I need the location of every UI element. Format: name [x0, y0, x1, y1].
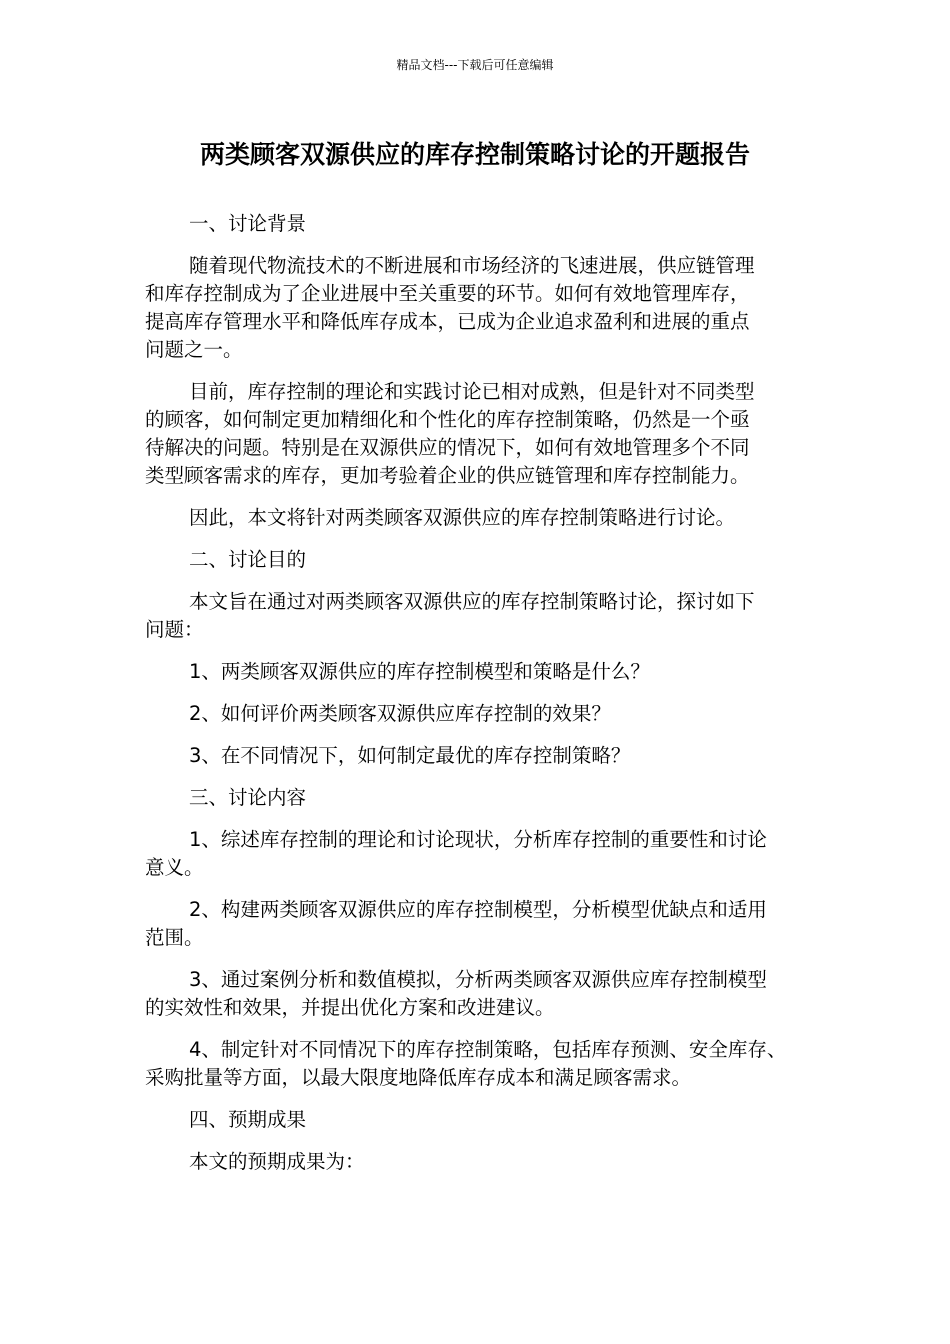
- page-header: 精品文档---下载后可任意编辑: [396, 58, 554, 72]
- document-body: [145, 210, 813, 1190]
- content-item-2: 2、构建两类顾客双源供应的库存控制模型，分析模型优缺点和适用 范围。: [145, 898, 767, 949]
- content-item-4: 4、制定针对不同情况下的库存控制策略，包括库存预测、安全库存、 采购批量等方面，以最大限度地降低库存成本和满足顾客需求。: [145, 1038, 787, 1089]
- document-title: 两类顾客双源供应的库存控制策略讨论的开题报告: [199, 140, 750, 169]
- content-item-1: 1、综述库存控制的理论和讨论现状，分析库存控制的重要性和讨论 意义。: [145, 828, 767, 879]
- paragraph-purpose-intro: 本文旨在通过对两类顾客双源供应的库存控制策略讨论，探讨如下 问题：: [145, 590, 755, 641]
- section-heading-background: 一、讨论背景: [189, 212, 307, 235]
- section-heading-outcomes: 四、预期成果: [189, 1108, 307, 1131]
- content-item-3: 3、通过案例分析和数值模拟，分析两类顾客双源供应库存控制模型 的实效性和效果，并提出优化方案和改进建议。: [145, 968, 767, 1019]
- paragraph-background-2: 目前，库存控制的理论和实践讨论已相对成熟，但是针对不同类型 的顾客，如何制定更加精细化和个性化的库存控制策略，仍然是一个亟 待解决的问题。特别是在双源供应的情况下，如何有效地管理多个不同 类型顾客需求的库存，更加考验着企业的供应链管理和库存控制能力。: [145, 380, 755, 487]
- purpose-item-1: 1、两类顾客双源供应的库存控制模型和策略是什么？: [189, 660, 650, 683]
- purpose-item-3: 3、在不同情况下，如何制定最优的库存控制策略？: [189, 744, 631, 767]
- paragraph-background-3: 因此，本文将针对两类顾客双源供应的库存控制策略进行讨论。: [189, 506, 736, 529]
- section-heading-purpose: 二、讨论目的: [189, 548, 307, 571]
- purpose-item-2: 2、如何评价两类顾客双源供应库存控制的效果？: [189, 702, 611, 725]
- paragraph-background-1: 随着现代物流技术的不断进展和市场经济的飞速进展，供应链管理 和库存控制成为了企业进展中至关重要的环节。如何有效地管理库存， 提高库存管理水平和降低库存成本，已成为企业追求盈利和进展的重点 问题之一。: [145, 254, 755, 361]
- paragraph-outcomes-intro: 本文的预期成果为：: [189, 1150, 365, 1173]
- section-heading-content: 三、讨论内容: [189, 786, 307, 809]
